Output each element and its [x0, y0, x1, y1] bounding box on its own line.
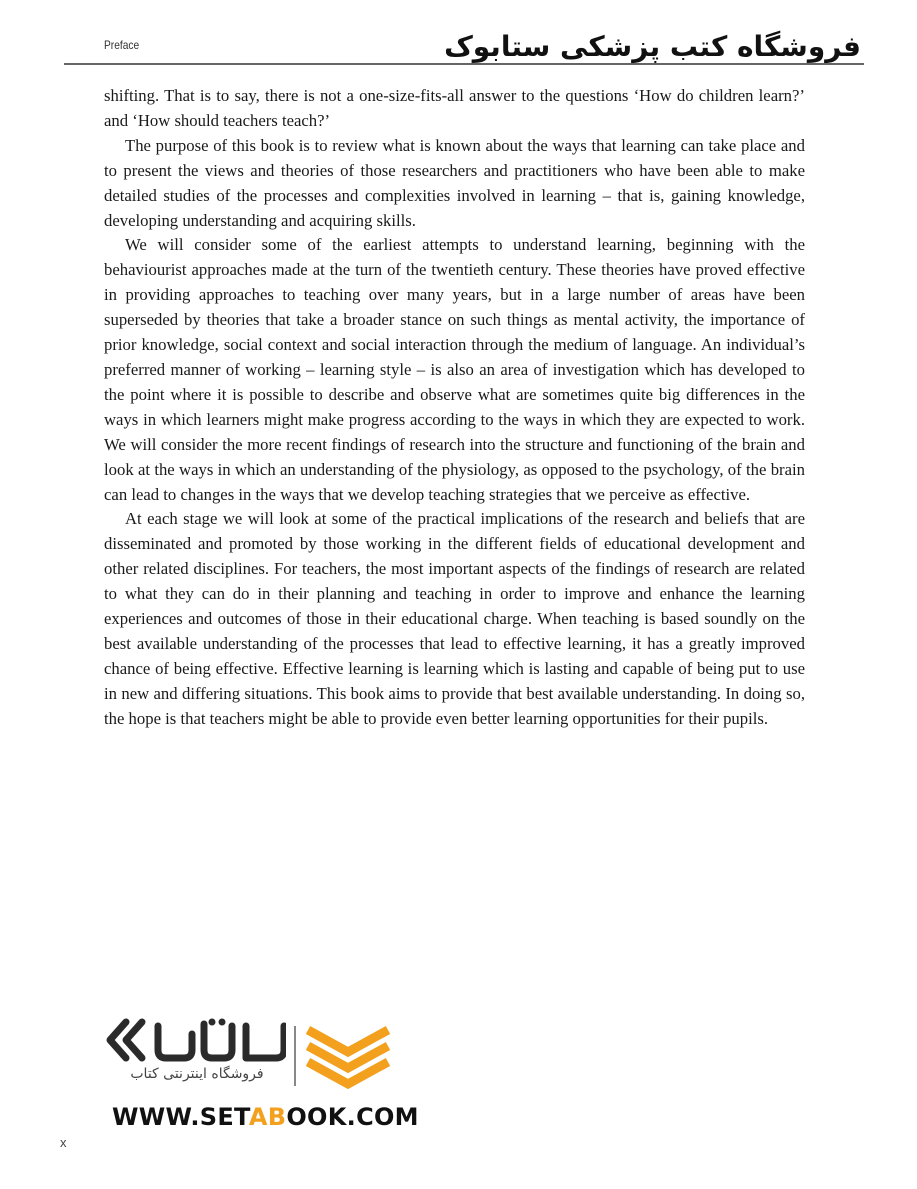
- running-head: Preface: [104, 38, 140, 52]
- url-suffix: OOK.COM: [286, 1103, 419, 1131]
- url-accent: AB: [248, 1103, 287, 1131]
- logo-divider: [294, 1026, 296, 1086]
- paragraph: At each stage we will look at some of the practical implications of the research and beliefs that are disseminated and promoted by those working in the different fields of educational development and other related disciplines. For teachers, the most important aspects of the findings of research are related to what they can do in their planning and teaching in order to improve and enhance the learning experiences and outcomes of those in their educational charge. When teaching is based soundly on the best available understanding of the processes that lead to effective learning, it has a greatly improved chance of being effective. Effective learning is learning which is lasting and capable of being put to use in new and differing situations. This book aims to provide that best available understanding. In doing so, the hope is that teachers might be able to provide even better learning opportunities for their pupils.: [104, 509, 805, 728]
- stacked-chevrons-icon: [304, 1022, 392, 1090]
- paragraph: The purpose of this book is to review what is known about the ways that learning can take place and to present the views and theories of those researchers and practitioners who have been able to make detailed studies of the processes and complexities involved in learning – that is, gaining knowledge, developing understanding and acquiring skills.: [104, 135, 805, 230]
- store-banner-title: فروشگاه کتب پزشکی ستابوک: [444, 30, 861, 63]
- site-url: [112, 1103, 419, 1131]
- body-text: [104, 84, 805, 732]
- paragraph: We will consider some of the earliest attempts to understand learning, beginning with the behaviourist approaches made at the turn of the twentieth century. These theories have proved effective in providing approaches to teaching over many years, but in a large number of areas have been superseded by theories that take a broader stance on such things as mental activity, the importance of prior knowledge, social context and social interaction through the medium of language. An individual’s preferred manner of working – learning style – is also an area of investigation which has developed to the point where it is possible to describe and observe what are sometimes quite big differences in the ways in which learners might make progress according to the ways in which they are expected to work. We will consider the more recent findings of research into the structure and functioning of the brain and look at the ways in which an understanding of the physiology, as opposed to the psychology, of the brain can lead to changes in the ways that we develop teaching strategies that we perceive as effective.: [104, 235, 805, 504]
- url-prefix: WWW.SET: [112, 1103, 249, 1131]
- page-number: x: [60, 1135, 67, 1150]
- logo-tagline: فروشگاه اینترنتی کتاب: [130, 1066, 264, 1082]
- header-rule: [64, 63, 864, 65]
- paragraph: shifting. That is to say, there is not a one-size-fits-all answer to the questions ‘How do children learn?’ and ‘How should teachers teach?’: [104, 86, 805, 130]
- setabook-logo: [100, 1020, 400, 1094]
- logo-wordmark: [100, 1016, 286, 1068]
